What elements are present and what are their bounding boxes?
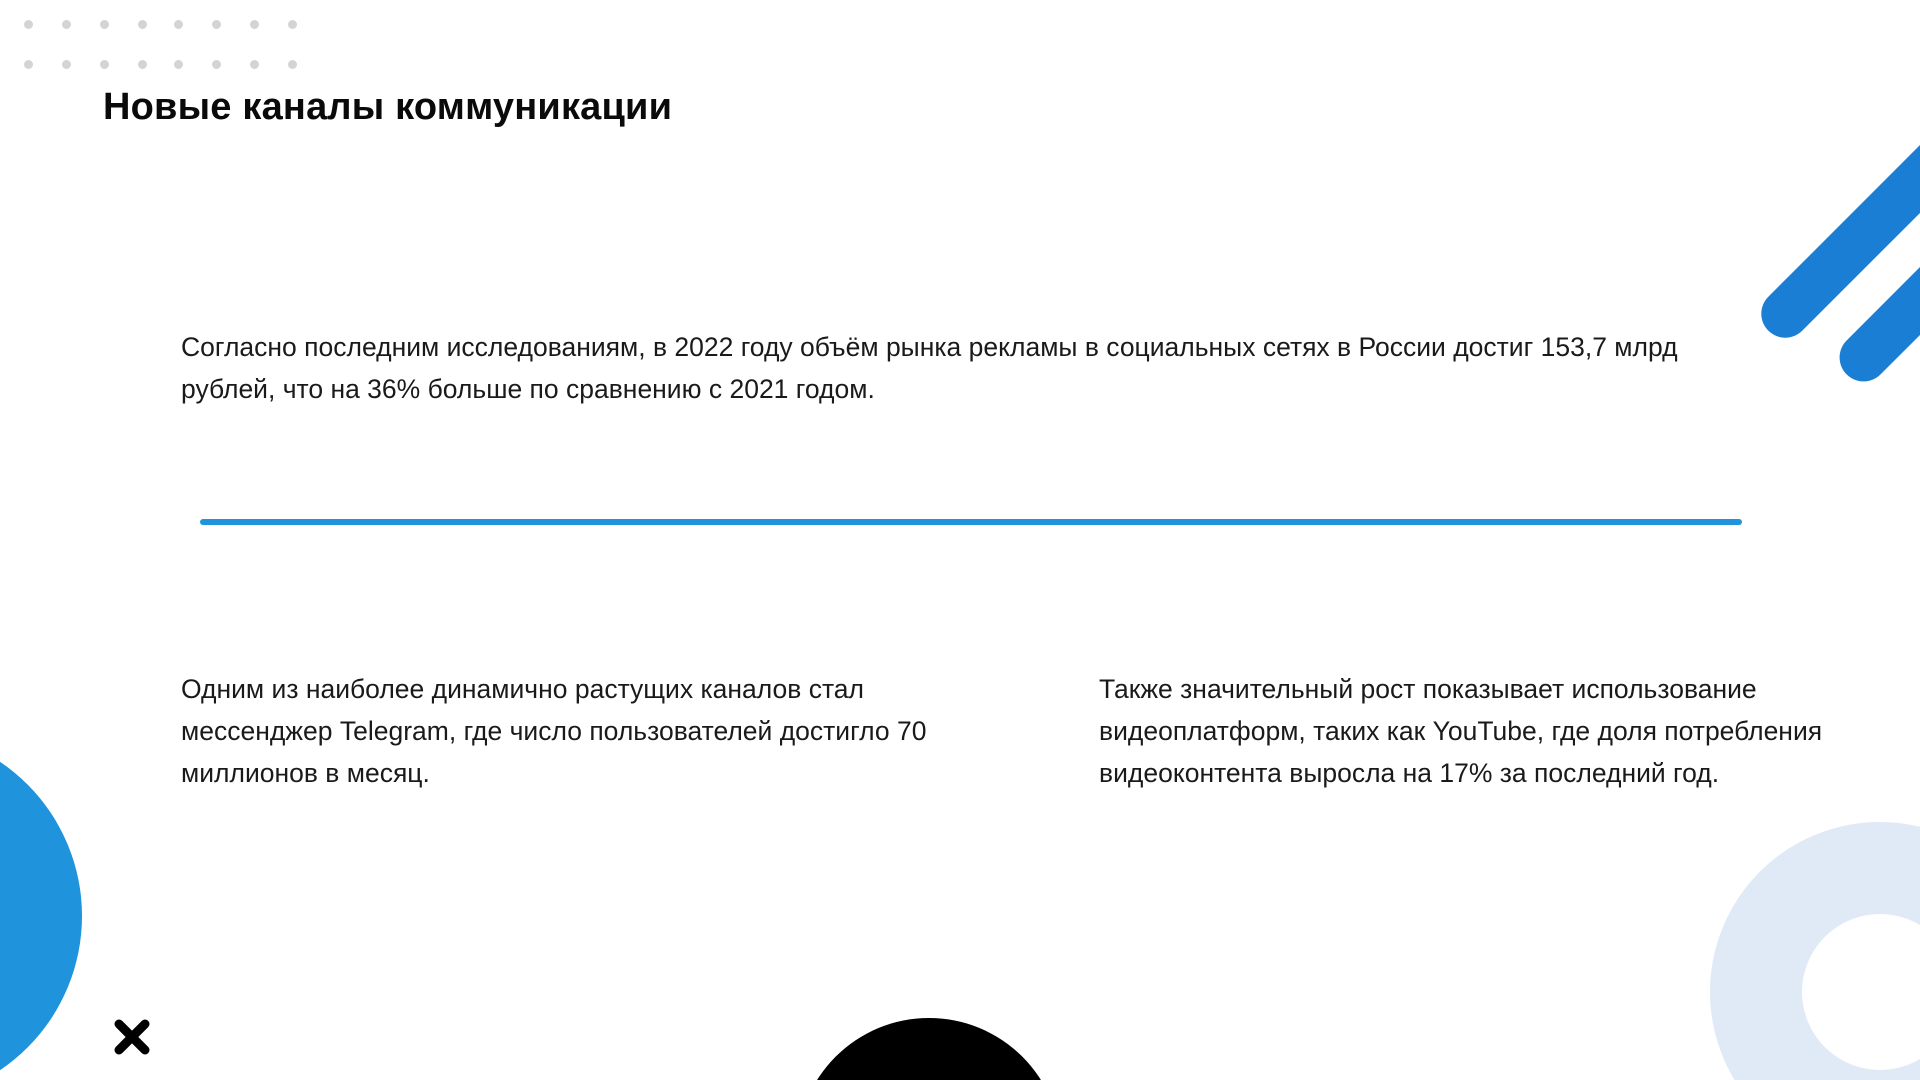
dot (250, 20, 259, 29)
intro-paragraph: Согласно последним исследованиям, в 2022 году объём рынка рекламы в социальных сетях в России достиг 153,7 млрд рублей, что на 36% больше по сравнению с 2021 годом. (181, 332, 1678, 404)
slide-title: Новые каналы коммуникации (103, 86, 673, 128)
dot (212, 20, 221, 29)
dot (138, 60, 147, 69)
half-circle-bottom-decoration (797, 1018, 1061, 1080)
telegram-paragraph: Одним из наиболее динамично растущих каналов стал мессенджер Telegram, где число пользователей достигло 70 миллионов в месяц. (181, 674, 927, 788)
youtube-paragraph: Также значительный рост показывает использование видеоплатформ, таких как YouTube, где доля потребления видеоконтента выросла на 17% за последний год. (1099, 674, 1823, 788)
dot (62, 60, 71, 69)
dot (138, 20, 147, 29)
dot (24, 20, 33, 29)
ring-decoration (1710, 822, 1920, 1080)
dot (100, 20, 109, 29)
dot (62, 20, 71, 29)
close-icon (112, 1017, 152, 1057)
dot (250, 60, 259, 69)
half-circle-left-decoration (0, 730, 82, 1080)
dot (174, 60, 183, 69)
dot (288, 60, 297, 69)
dot (100, 60, 109, 69)
divider-line (200, 519, 1742, 525)
dot (212, 60, 221, 69)
dot (288, 20, 297, 29)
dot-grid-decoration (24, 20, 304, 80)
dot (174, 20, 183, 29)
dot (24, 60, 33, 69)
